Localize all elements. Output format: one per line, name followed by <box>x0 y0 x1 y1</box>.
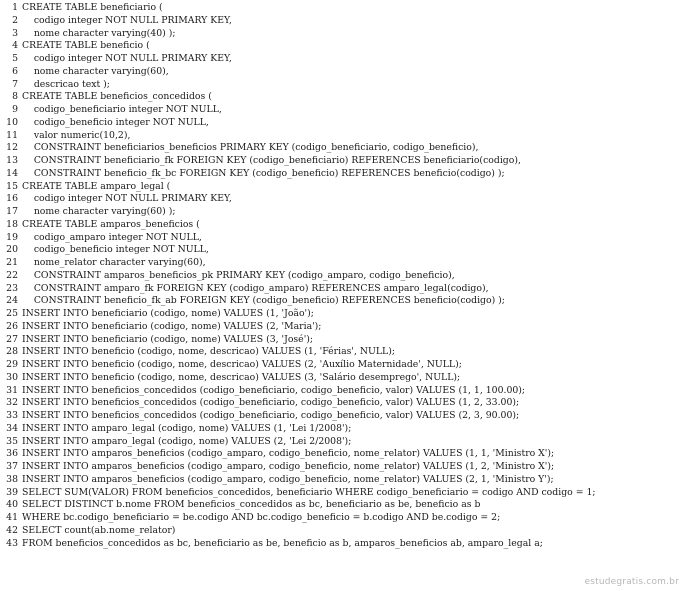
line-number: 11 <box>6 129 18 141</box>
code-line <box>0 155 683 168</box>
line-number: 15 <box>6 180 18 192</box>
line-number: 22 <box>6 269 18 281</box>
line-number: 27 <box>6 333 18 345</box>
line-number: 38 <box>6 473 18 485</box>
line-text: CREATE TABLE beneficiario ( <box>22 2 163 13</box>
line-number: 8 <box>12 91 18 103</box>
line-number: 16 <box>6 193 18 205</box>
code-line <box>0 219 683 232</box>
line-number: 32 <box>6 397 18 409</box>
code-line <box>0 448 683 461</box>
line-number: 17 <box>6 206 18 217</box>
code-line <box>0 372 683 385</box>
line-text: CREATE TABLE amparos_beneficios ( <box>22 218 200 230</box>
line-text: codigo integer NOT NULL PRIMARY KEY, <box>22 53 232 64</box>
code-line <box>0 91 683 104</box>
line-text: nome_relator character varying(60), <box>22 257 206 268</box>
code-line <box>0 346 683 359</box>
line-text: INSERT INTO amparos_beneficios (codigo_amparo, codigo_beneficio, nome_relator) VALUES (1, 2, 'Ministro X'); <box>22 461 555 472</box>
line-text: codigo_beneficiario integer NOT NULL, <box>22 104 222 115</box>
code-line <box>0 385 683 398</box>
line-number: 12 <box>6 142 18 154</box>
line-number: 40 <box>6 499 18 511</box>
line-number: 20 <box>6 244 18 256</box>
code-line <box>0 193 683 206</box>
line-text: CONSTRAINT beneficio_fk_bc FOREIGN KEY (codigo_beneficio) REFERENCES beneficio(codigo) ); <box>22 167 505 179</box>
line-text: codigo_beneficio integer NOT NULL, <box>22 116 209 128</box>
line-text: nome character varying(40) ); <box>22 27 176 39</box>
line-number: 5 <box>12 53 18 64</box>
line-number: 37 <box>6 461 18 472</box>
line-text: codigo integer NOT NULL PRIMARY KEY, <box>22 193 232 205</box>
code-line <box>0 321 683 334</box>
line-number: 26 <box>6 320 18 332</box>
line-text: INSERT INTO beneficios_concedidos (codigo_beneficiario, codigo_beneficio, valor) VALUES (1, 2, 33.00); <box>22 397 520 409</box>
line-number: 33 <box>6 410 18 421</box>
line-text: codigo_beneficio integer NOT NULL, <box>22 244 209 256</box>
code-line <box>0 117 683 130</box>
code-line <box>0 295 683 308</box>
line-number: 6 <box>12 65 18 77</box>
code-line <box>0 104 683 117</box>
line-text: CREATE TABLE amparo_legal ( <box>22 180 171 192</box>
line-text: SELECT DISTINCT b.nome FROM beneficios_concedidos as bc, beneficiario as be, beneficio as b <box>22 499 481 511</box>
line-number: 9 <box>12 104 18 115</box>
line-number: 18 <box>6 218 18 230</box>
line-number: 13 <box>6 155 18 166</box>
code-line <box>0 15 683 28</box>
line-text: INSERT INTO beneficiario (codigo, nome) VALUES (3, 'José'); <box>22 333 314 345</box>
code-line <box>0 257 683 270</box>
code-line <box>0 181 683 194</box>
code-line <box>0 512 683 525</box>
line-number: 24 <box>6 295 18 307</box>
line-number: 31 <box>6 384 18 396</box>
line-number: 43 <box>6 537 18 549</box>
line-text: INSERT INTO amparos_beneficios (codigo_amparo, codigo_beneficio, nome_relator) VALUES (1, 1, 'Ministro X'); <box>22 448 555 460</box>
code-line <box>0 270 683 283</box>
line-number: 34 <box>6 422 18 434</box>
code-line <box>0 244 683 257</box>
line-text: FROM beneficios_concedidos as bc, beneficiario as be, beneficio as b, amparos_beneficios ab, amparo_legal a; <box>22 537 543 549</box>
code-line <box>0 142 683 155</box>
line-text: CONSTRAINT beneficio_fk_ab FOREIGN KEY (codigo_beneficio) REFERENCES beneficio(codigo) ); <box>22 295 505 307</box>
line-number: 23 <box>6 282 18 294</box>
line-text: CONSTRAINT beneficiarios_beneficios PRIMARY KEY (codigo_beneficiario, codigo_beneficio), <box>22 142 479 154</box>
code-line <box>0 474 683 487</box>
code-line <box>0 359 683 372</box>
line-number: 30 <box>6 371 18 383</box>
line-text: valor numeric(10,2), <box>22 129 131 141</box>
code-line <box>0 2 683 15</box>
line-text: CONSTRAINT amparo_fk FOREIGN KEY (codigo_amparo) REFERENCES amparo_legal(codigo), <box>22 282 489 294</box>
code-line <box>0 232 683 245</box>
line-text: nome character varying(60) ); <box>22 206 176 217</box>
code-line <box>0 79 683 92</box>
code-line <box>0 40 683 53</box>
line-text: INSERT INTO amparos_beneficios (codigo_amparo, codigo_beneficio, nome_relator) VALUES (2, 1, 'Ministro Y'); <box>22 473 554 485</box>
line-number: 42 <box>6 524 18 536</box>
line-number: 41 <box>6 512 18 523</box>
code-line <box>0 130 683 143</box>
line-text: INSERT INTO beneficio (codigo, nome, descricao) VALUES (3, 'Salário desemprego', NULL); <box>22 371 461 383</box>
line-text: CONSTRAINT beneficiario_fk FOREIGN KEY (codigo_beneficiario) REFERENCES beneficiario(codigo), <box>22 155 521 166</box>
line-number: 3 <box>12 27 18 39</box>
line-text: descricao text ); <box>22 78 110 90</box>
line-number: 7 <box>12 78 18 90</box>
code-line <box>0 423 683 436</box>
line-number: 36 <box>6 448 18 460</box>
code-line <box>0 461 683 474</box>
code-line <box>0 499 683 512</box>
line-text: codigo_amparo integer NOT NULL, <box>22 231 202 243</box>
line-text: CREATE TABLE beneficio ( <box>22 40 150 52</box>
line-number: 4 <box>12 40 18 52</box>
line-number: 14 <box>6 167 18 179</box>
line-number: 2 <box>12 14 18 26</box>
code-line <box>0 538 683 551</box>
code-line <box>0 487 683 500</box>
line-number: 19 <box>6 231 18 243</box>
line-number: 10 <box>6 116 18 128</box>
line-number: 21 <box>6 257 18 268</box>
code-line <box>0 308 683 321</box>
line-text: INSERT INTO beneficiario (codigo, nome) VALUES (1, 'João'); <box>22 308 314 319</box>
line-text: INSERT INTO beneficiario (codigo, nome) VALUES (2, 'Maria'); <box>22 320 322 332</box>
code-line <box>0 53 683 66</box>
line-number: 1 <box>12 2 18 13</box>
code-line <box>0 436 683 449</box>
code-line <box>0 168 683 181</box>
line-text: INSERT INTO beneficios_concedidos (codigo_beneficiario, codigo_beneficio, valor) VALUES (1, 1, 100.00); <box>22 384 526 396</box>
code-line <box>0 28 683 41</box>
code-line <box>0 66 683 79</box>
line-number: 35 <box>6 435 18 447</box>
code-line <box>0 525 683 538</box>
line-text: INSERT INTO beneficio (codigo, nome, descricao) VALUES (2, 'Auxílio Maternidade', NULL); <box>22 359 462 370</box>
line-text: CONSTRAINT amparos_beneficios_pk PRIMARY KEY (codigo_amparo, codigo_beneficio), <box>22 269 455 281</box>
line-text: WHERE bc.codigo_beneficiario = be.codigo AND bc.codigo_beneficio = b.codigo AND be.codigo = 2; <box>22 512 501 523</box>
line-text: codigo integer NOT NULL PRIMARY KEY, <box>22 14 232 26</box>
code-listing <box>0 2 683 550</box>
code-line <box>0 206 683 219</box>
line-text: INSERT INTO beneficio (codigo, nome, descricao) VALUES (1, 'Férias', NULL); <box>22 346 395 358</box>
line-text: CREATE TABLE beneficios_concedidos ( <box>22 91 212 103</box>
line-number: 39 <box>6 486 18 498</box>
line-text: nome character varying(60), <box>22 65 169 77</box>
code-line <box>0 283 683 296</box>
line-text: INSERT INTO amparo_legal (codigo, nome) VALUES (2, 'Lei 2/2008'); <box>22 435 352 447</box>
line-text: SELECT count(ab.nome_relator) <box>22 524 176 536</box>
line-number: 25 <box>6 308 18 319</box>
code-line <box>0 334 683 347</box>
line-text: INSERT INTO amparo_legal (codigo, nome) VALUES (1, 'Lei 1/2008'); <box>22 422 352 434</box>
code-line <box>0 410 683 423</box>
watermark: estudegratis.com.br <box>584 577 679 587</box>
line-text: SELECT SUM(VALOR) FROM beneficios_concedidos, beneficiario WHERE codigo_beneficiario = codigo AND codigo = 1; <box>22 486 596 498</box>
code-line <box>0 397 683 410</box>
line-number: 29 <box>6 359 18 370</box>
line-text: INSERT INTO beneficios_concedidos (codigo_beneficiario, codigo_beneficio, valor) VALUES (2, 3, 90.00); <box>22 410 520 421</box>
line-number: 28 <box>6 346 18 358</box>
